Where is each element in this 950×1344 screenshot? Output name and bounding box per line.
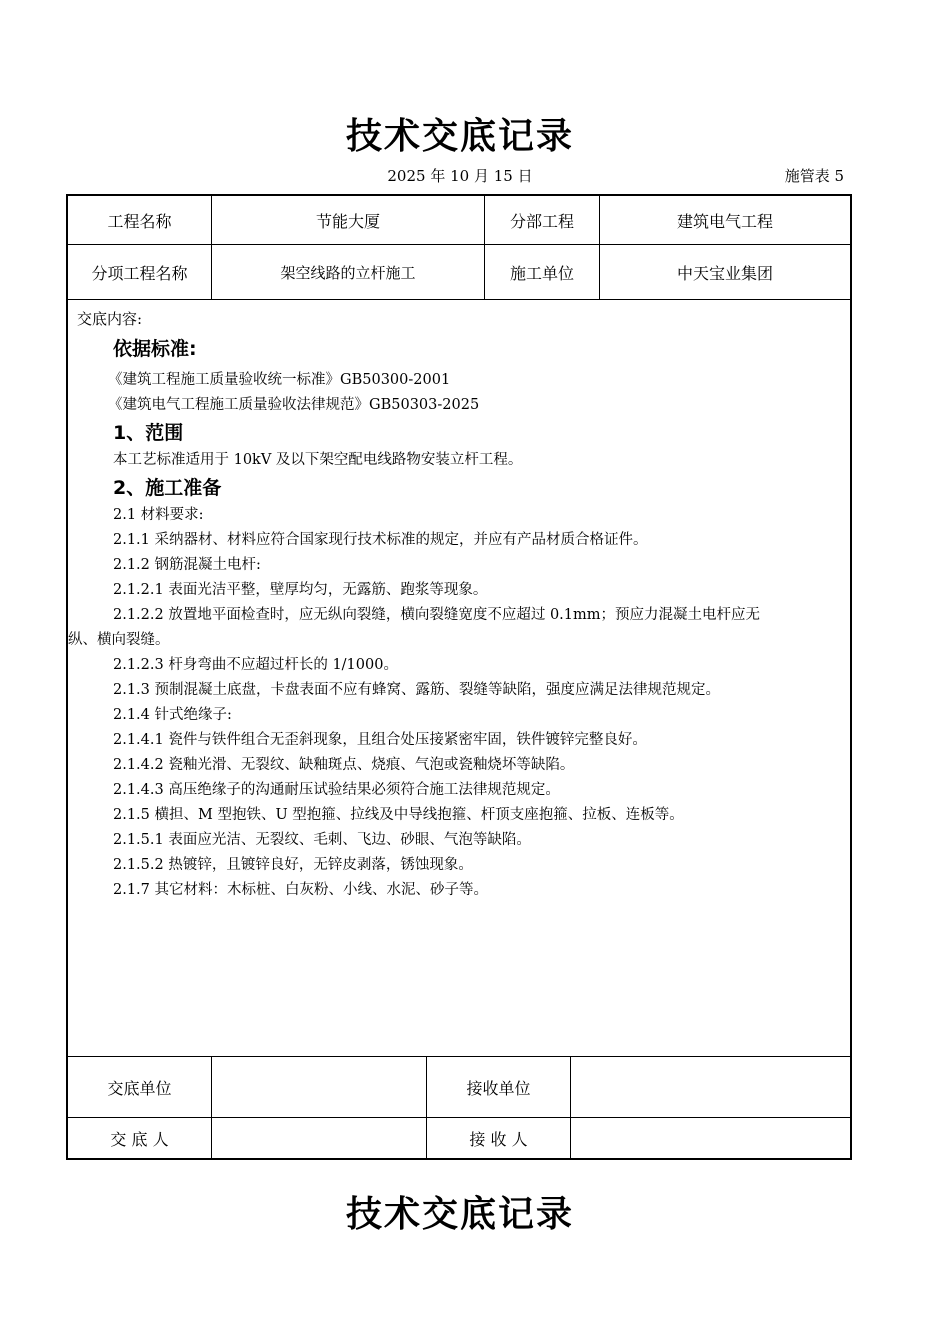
contractor-value: 中天宝业集团 — [676, 263, 773, 283]
form-number: 施管表 5 — [784, 167, 844, 185]
list-item: 2.1.5.2 热镀锌，且镀锌良好，无锌皮剥落，锈蚀现象。 — [113, 857, 473, 873]
record-date: 2025 年 10 月 15 日 — [387, 167, 533, 185]
deliver-person-label: 交 底 人 — [110, 1129, 169, 1149]
list-item: 2.1.3 预制混凝土底盘，卡盘表面不应有蜂窝、露筋、裂缝等缺陷，强度应满足法律规范规定。 — [113, 682, 720, 698]
list-item: 2.1.5.1 表面应光洁、无裂纹、毛刺、飞边、砂眼、气泡等缺陷。 — [113, 832, 531, 848]
subitem-name-value: 架空线路的立杆施工 — [280, 263, 416, 282]
list-item: 2.1.4.3 高压绝缘子的沟通耐压试验结果必须符合施工法律规范规定。 — [113, 782, 560, 798]
list-item: 2.1.5 横担、M 型抱铁、U 型抱箍、拉线及中导线抱箍、杆顶支座抱箍、拉板、连板等。 — [113, 807, 684, 823]
deliver-unit-value[interactable] — [212, 1057, 426, 1117]
content-label: 交底内容: — [77, 310, 143, 328]
project-name-label: 工程名称 — [107, 211, 172, 231]
project-name-value: 节能大厦 — [315, 211, 380, 231]
receive-unit-label: 接收单位 — [466, 1078, 531, 1098]
receive-unit-value[interactable] — [571, 1057, 850, 1117]
list-item: 2.1.4 针式绝缘子: — [113, 707, 232, 723]
list-item: 2.1.2 钢筋混凝土电杆: — [113, 557, 261, 573]
list-item: 2.1.7 其它材料：木标桩、白灰粉、小线、水泥、砂子等。 — [113, 882, 489, 898]
content-body — [68, 336, 848, 903]
section-heading-scope: 1、范围 — [113, 422, 184, 444]
list-item: 2.1.4.2 瓷釉光滑、无裂纹、缺釉斑点、烧痕、气泡或瓷釉烧坏等缺陷。 — [113, 757, 575, 773]
standard-line: 《建筑工程施工质量验收统一标准》GB50300-2001 — [108, 372, 451, 388]
list-item: 2.1.1 采纳器材、材料应符合国家现行技术标准的规定，并应有产品材质合格证件。 — [113, 532, 648, 548]
next-page-title: 技术交底记录 — [345, 1194, 574, 1235]
list-item: 2.1.2.1 表面光洁平整，壁厚均匀，无露筋、跑浆等现象。 — [113, 582, 488, 598]
contractor-label: 施工单位 — [509, 263, 574, 283]
list-item: 2.1.2.3 杆身弯曲不应超过杆长的 1/1000。 — [113, 657, 398, 673]
scope-text: 本工艺标准适用于 10kV 及以下架空配电线路物安装立杆工程。 — [113, 452, 523, 468]
section-heading-preparation: 2、施工准备 — [113, 477, 222, 499]
list-item: 2.1 材料要求: — [113, 507, 204, 523]
list-item-continuation: 纵、横向裂缝。 — [68, 632, 170, 648]
division-label: 分部工程 — [509, 211, 574, 231]
deliver-unit-label: 交底单位 — [107, 1078, 172, 1098]
basis-heading: 依据标准: — [113, 338, 197, 360]
receive-person-value[interactable] — [571, 1118, 850, 1158]
page-title: 技术交底记录 — [345, 116, 574, 157]
subitem-name-label: 分项工程名称 — [91, 263, 188, 283]
receive-person-label: 接 收 人 — [469, 1129, 528, 1149]
record-table — [66, 194, 852, 1160]
division-value: 建筑电气工程 — [676, 211, 773, 231]
list-item: 2.1.2.2 放置地平面检查时，应无纵向裂缝，横向裂缝宽度不应超过 0.1mm；预应力混凝土电杆应无 — [113, 607, 761, 623]
list-item: 2.1.4.1 瓷件与铁件组合无歪斜现象，且组合处压接紧密牢固，铁件镀锌完整良好。 — [113, 732, 647, 748]
row-divider — [68, 299, 850, 300]
standard-line: 《建筑电气工程施工质量验收法律规范》GB50303-2025 — [108, 397, 480, 413]
deliver-person-value[interactable] — [212, 1118, 426, 1158]
